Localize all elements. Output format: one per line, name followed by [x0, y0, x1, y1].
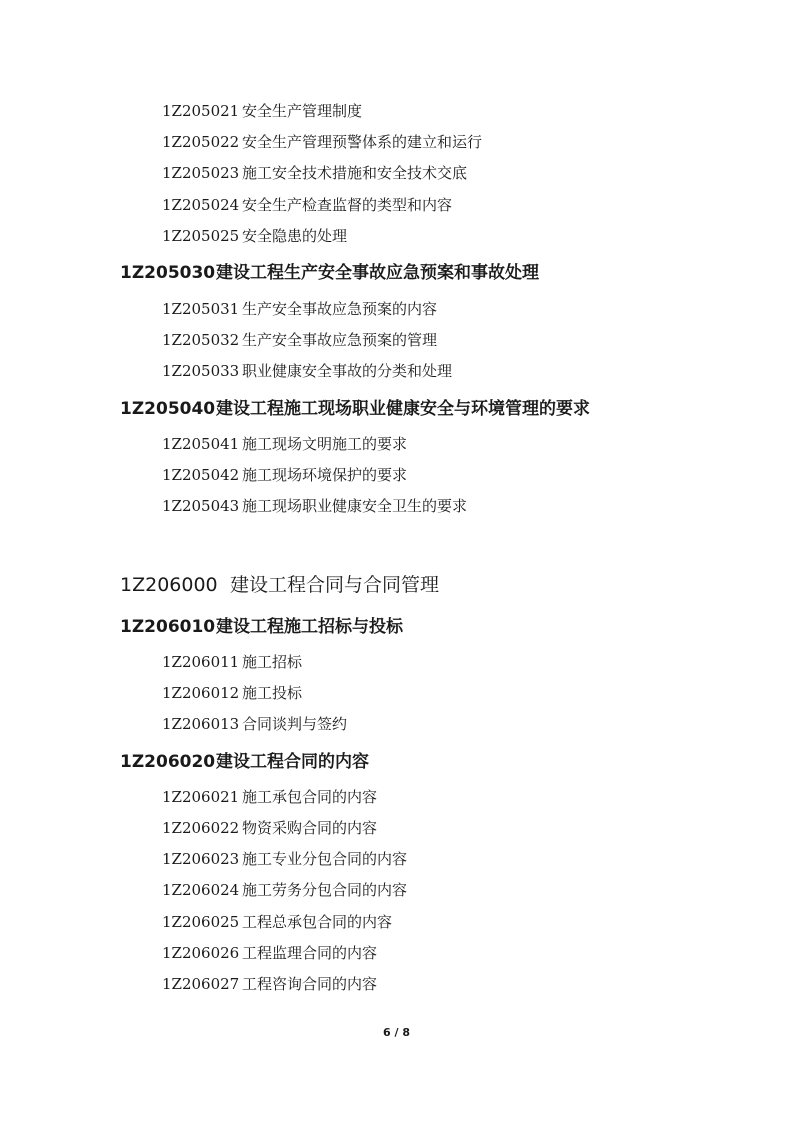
toc-item [162, 497, 467, 515]
item-title: 施工现场职业健康安全卫生的要求 [242, 497, 468, 515]
chapter-title: 建设工程合同与合同管理 [230, 574, 440, 596]
item-title: 安全生产检查监督的类型和内容 [242, 196, 453, 214]
section-code: 1Z205030 [120, 263, 216, 283]
item-title: 施工劳务分包合同的内容 [242, 881, 408, 899]
item-title: 施工投标 [242, 684, 303, 702]
item-code: 1Z206011 [162, 653, 240, 671]
item-title: 生产安全事故应急预案的管理 [242, 331, 438, 349]
item-code: 1Z205023 [162, 164, 240, 182]
item-code: 1Z205022 [162, 133, 240, 151]
item-code: 1Z205024 [162, 196, 240, 214]
item-code: 1Z205031 [162, 300, 240, 318]
item-code: 1Z206023 [162, 850, 240, 868]
item-title: 安全生产管理制度 [242, 102, 363, 120]
item-code: 1Z205021 [162, 102, 240, 120]
item-title: 施工专业分包合同的内容 [242, 850, 408, 868]
section-title: 建设工程生产安全事故应急预案和事故处理 [216, 263, 539, 283]
chapter-code: 1Z206000 [120, 574, 218, 596]
section-heading [120, 398, 590, 420]
section-heading [120, 751, 369, 773]
section-heading [120, 616, 403, 638]
item-title: 职业健康安全事故的分类和处理 [242, 362, 453, 380]
toc-item [162, 227, 347, 245]
item-title: 施工安全技术措施和安全技术交底 [242, 164, 468, 182]
item-code: 1Z206012 [162, 684, 240, 702]
item-code: 1Z205032 [162, 331, 240, 349]
toc-item [162, 164, 467, 182]
item-title: 安全生产管理预警体系的建立和运行 [242, 133, 483, 151]
item-code: 1Z206027 [162, 975, 240, 993]
toc-item [162, 435, 407, 453]
item-code: 1Z205041 [162, 435, 240, 453]
toc-item [162, 819, 377, 837]
chapter-heading [120, 573, 439, 597]
item-code: 1Z205025 [162, 227, 240, 245]
item-code: 1Z206022 [162, 819, 240, 837]
section-title: 建设工程合同的内容 [216, 752, 369, 772]
item-code: 1Z205033 [162, 362, 240, 380]
item-title: 施工现场环境保护的要求 [242, 466, 408, 484]
item-code: 1Z206024 [162, 881, 240, 899]
page-number: 6 / 8 [383, 1026, 410, 1039]
toc-item [162, 331, 437, 349]
item-title: 工程咨询合同的内容 [242, 975, 378, 993]
toc-item [162, 881, 407, 899]
toc-item [162, 362, 452, 380]
section-title: 建设工程施工招标与投标 [216, 617, 403, 637]
item-title: 合同谈判与签约 [242, 715, 348, 733]
toc-item [162, 684, 302, 702]
toc-item [162, 944, 377, 962]
toc-item [162, 653, 302, 671]
item-code: 1Z205043 [162, 497, 240, 515]
item-title: 工程总承包合同的内容 [242, 913, 393, 931]
toc-item [162, 102, 362, 120]
section-code: 1Z205040 [120, 399, 216, 419]
item-code: 1Z206021 [162, 788, 240, 806]
item-title: 物资采购合同的内容 [242, 819, 378, 837]
section-code: 1Z206010 [120, 617, 216, 637]
toc-item [162, 466, 407, 484]
item-code: 1Z205042 [162, 466, 240, 484]
item-code: 1Z206013 [162, 715, 240, 733]
item-title: 工程监理合同的内容 [242, 944, 378, 962]
section-title: 建设工程施工现场职业健康安全与环境管理的要求 [216, 399, 590, 419]
section-heading [120, 262, 539, 284]
item-title: 施工承包合同的内容 [242, 788, 378, 806]
item-code: 1Z206026 [162, 944, 240, 962]
item-title: 施工现场文明施工的要求 [242, 435, 408, 453]
item-title: 安全隐患的处理 [242, 227, 348, 245]
item-title: 生产安全事故应急预案的内容 [242, 300, 438, 318]
toc-item [162, 975, 377, 993]
toc-item [162, 850, 407, 868]
toc-item [162, 196, 452, 214]
toc-item [162, 715, 347, 733]
toc-item [162, 133, 482, 151]
item-code: 1Z206025 [162, 913, 240, 931]
toc-item [162, 300, 437, 318]
section-code: 1Z206020 [120, 752, 216, 772]
toc-item [162, 788, 377, 806]
toc-item [162, 913, 392, 931]
item-title: 施工招标 [242, 653, 303, 671]
